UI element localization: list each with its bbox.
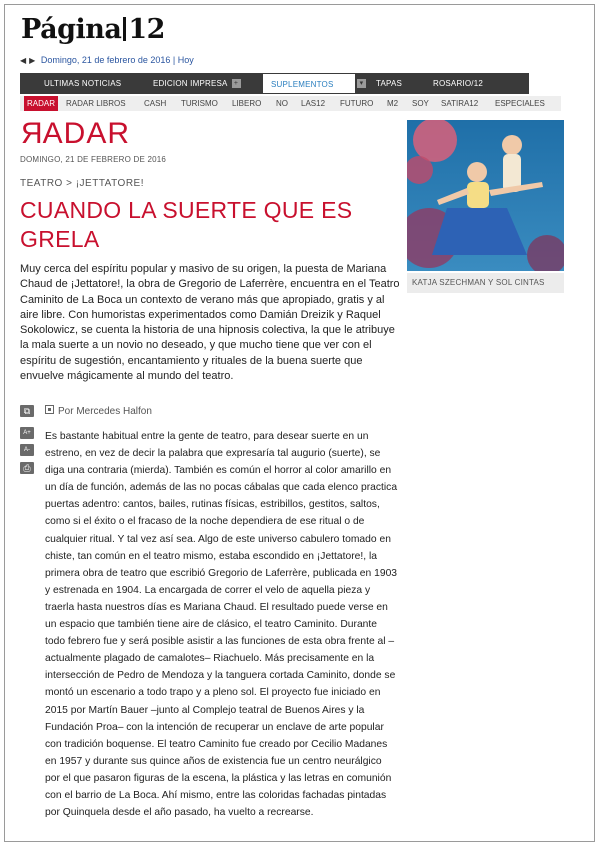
dropdown-icon[interactable]: ▾ bbox=[357, 79, 366, 88]
subnav-item-libero[interactable]: LIBERO bbox=[232, 99, 262, 108]
share-tool[interactable] bbox=[20, 405, 34, 417]
share-icon[interactable]: ⧉ bbox=[20, 405, 34, 417]
article-author[interactable]: Por Mercedes Halfon bbox=[45, 405, 152, 417]
sub-nav bbox=[20, 96, 561, 111]
nav-item-edicion-impresa[interactable]: EDICION IMPRESA + bbox=[153, 73, 241, 94]
nav-item-suplementos[interactable]: SUPLEMENTOS bbox=[262, 73, 356, 94]
subnav-item-satira12[interactable]: SATIRA12 bbox=[441, 99, 479, 108]
font-decrease-tool[interactable] bbox=[20, 444, 34, 456]
subnav-item-turismo[interactable]: TURISMO bbox=[181, 99, 218, 108]
author-bullet-icon bbox=[45, 405, 54, 414]
article-body: Es bastante habitual entre la gente de teatro, para desear suerte en un estreno, en vez de decir la palabra que expresaría tal augurio (suerte), se diga una contraria (mierda). También es común el horror al color amarillo en un día de función, además de las no pocas cábalas que cada elenco practica puertas adentro: cantos, bailes, rutinas físicas, estribillos, gestitos, saltos, como si el éxito o el fracaso de la noche dependiera de ese ritual o de cualquier ritual. Y tal vez así sea. Algo de este universo cabulero tomado en chiste, tan común en el teatro mismo, estaba escondido en ¡Jettatore!, la primera obra de teatro que escribió Gregorio de Laferrère, publicada en 1903 y estrenada en 1904. La encargada de correr el velo de aquella pieza y traerla hasta nuestros días es Mariana Chaud. El resultado puede verse en un espacio que también tiene aire de clásico, el teatro Caminito. Durante todo febrero fue y será posible asistir a las funciones de esta obra frente al –actualmente plagado de camalotes– Riachuelo. Más precisamente en la intersección de Pedro de Mendoza y la tanguera cortada Caminito, donde se montó un escenario a todo trapo y a pleno sol. El proyecto fue iniciado en 2015 por Martín Bauer –junto al Complejo teatral de Buenos Aires y la Fundación Proa– con la intención de recuperar un enclave de arte popular con tradición boquense. El teatro Caminito fue creado por Cecilio Madanes en 1957 y durante sus quince años de existencia fue un centro neurálgico por el que pasaron figuras de la escena, la plástica y las letras en comunión con el barrio de La Boca. Ahí mismo, entre las coloridas fachadas pintadas por Quinquela desde el año pasado, ha vuelto a recrearse. bbox=[45, 431, 398, 819]
subnav-item-futuro[interactable]: FUTURO bbox=[340, 99, 374, 108]
dancers-photo bbox=[407, 120, 564, 271]
nav-item-ultimas-noticias[interactable]: ULTIMAS NOTICIAS bbox=[44, 79, 122, 88]
photo-caption: KATJA SZECHMAN Y SOL CINTAS bbox=[407, 273, 564, 293]
main-nav bbox=[20, 73, 529, 94]
article-photo[interactable] bbox=[407, 120, 564, 271]
next-arrow-icon[interactable]: ▶ bbox=[29, 56, 36, 65]
print-tool[interactable] bbox=[20, 462, 34, 474]
subnav-item-m2[interactable]: M2 bbox=[387, 99, 399, 108]
subnav-item-soy[interactable]: SOY bbox=[412, 99, 429, 108]
font-increase-tool[interactable] bbox=[20, 427, 34, 439]
print-icon[interactable]: ⎙ bbox=[20, 462, 34, 474]
nav-item-tapas[interactable]: TAPAS bbox=[376, 79, 403, 88]
prev-arrow-icon[interactable]: ◀ bbox=[20, 56, 27, 65]
subnav-item-radar-libros[interactable]: RADAR LIBROS bbox=[66, 99, 126, 108]
subnav-item-no[interactable]: NO bbox=[276, 99, 288, 108]
section-brand[interactable]: RADAR bbox=[20, 117, 131, 150]
article-headline: CUANDO LA SUERTE QUE ES GRELA bbox=[20, 197, 353, 252]
font-decrease-icon[interactable]: A- bbox=[20, 444, 34, 456]
subnav-item-radar[interactable]: RADAR bbox=[24, 96, 58, 111]
site-logo[interactable]: Página 12 bbox=[21, 14, 165, 45]
dateline-text: Domingo, 21 de febrero de 2016 | Hoy bbox=[40, 55, 194, 65]
section-date: DOMINGO, 21 DE FEBRERO DE 2016 bbox=[20, 155, 167, 164]
subnav-item-cash[interactable]: CASH bbox=[144, 99, 167, 108]
dateline bbox=[20, 55, 194, 65]
nav-item-suplementos-toggle[interactable] bbox=[356, 73, 366, 94]
font-increase-icon[interactable]: A+ bbox=[20, 427, 34, 439]
nav-item-rosario12[interactable]: ROSARIO/12 bbox=[433, 79, 484, 88]
breadcrumb[interactable]: TEATRO > ¡JETTATORE! bbox=[20, 178, 144, 189]
subnav-item-especiales[interactable]: ESPECIALES bbox=[495, 99, 545, 108]
dropdown-icon[interactable]: + bbox=[232, 79, 241, 88]
article-lead: Muy cerca del espíritu popular y masivo de su origen, la puesta de Mariana Chaud de ¡Jettatore!, la obra de Gregorio de Laferrère, encuentra en el Teatro Caminito de La Boca un contexto de verano más que apropiado, gratis y al aire libre. Con humoristas experimentados como Damián Dreizik y Raquel Sokolowicz, se cuenta la historia de una hipnosis colectiva, la que le atribuye la mala suerte a un novio no deseado, y que mucho tiene que ver con el espíritu de sugestión, encantamiento y rituales de la buena suerte que envuelve mágicamente al mundo del teatro. bbox=[20, 263, 400, 383]
subnav-item-las12[interactable]: LAS12 bbox=[301, 99, 326, 108]
